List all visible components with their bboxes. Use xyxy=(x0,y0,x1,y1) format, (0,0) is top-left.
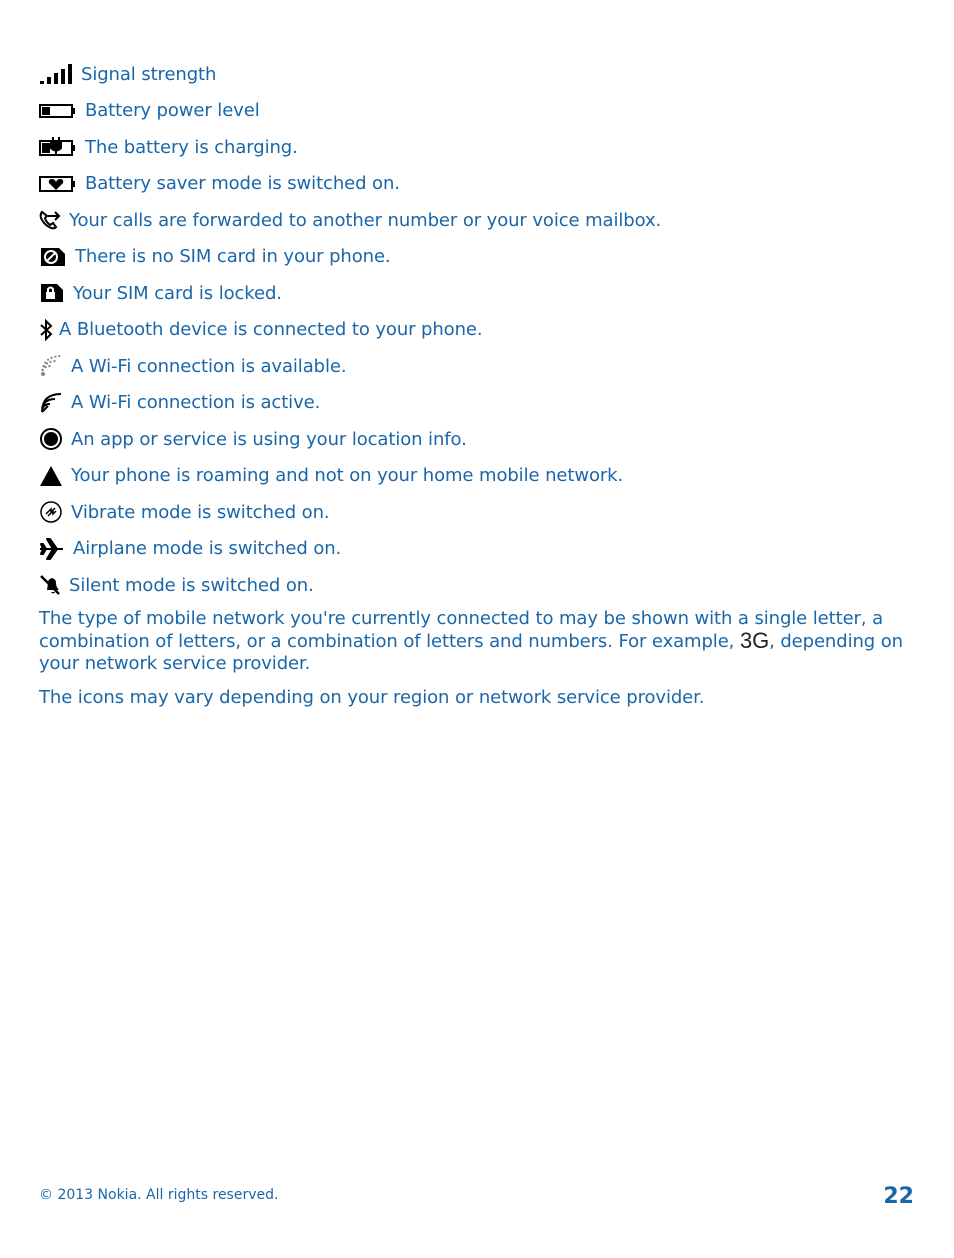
call-forward-icon xyxy=(39,210,61,230)
list-item xyxy=(39,385,919,422)
sim-locked-icon xyxy=(39,282,65,304)
list-item xyxy=(39,202,919,239)
list-item xyxy=(39,531,919,568)
item-text: Battery power level xyxy=(85,100,260,122)
battery-saver-icon xyxy=(39,175,77,193)
icons-vary-paragraph: The icons may vary depending on your region or network service provider. xyxy=(39,687,705,708)
paragraph-text-end: , depending on your network service provider. xyxy=(39,630,903,674)
paragraph-text-start: The type of mobile network you're currently connected to may be shown with a single letter, a combination of letters, or a combination of letters and numbers. For example, xyxy=(39,608,884,652)
list-item xyxy=(39,129,919,166)
bluetooth-icon xyxy=(39,318,53,342)
item-text: An app or service is using your location info. xyxy=(71,428,467,450)
airplane-icon xyxy=(39,537,65,561)
list-item xyxy=(39,166,919,203)
item-text: Airplane mode is switched on. xyxy=(73,538,342,560)
item-text: Your SIM card is locked. xyxy=(73,282,282,304)
item-text: A Wi-Fi connection is active. xyxy=(71,392,321,414)
item-text: Vibrate mode is switched on. xyxy=(71,501,330,523)
battery-level-icon xyxy=(39,103,77,119)
list-item xyxy=(39,348,919,385)
network-3g-icon: 3G xyxy=(739,627,770,653)
item-text: Your phone is roaming and not on your home mobile network. xyxy=(71,465,624,487)
status-icon-list xyxy=(39,56,919,604)
battery-charging-icon xyxy=(39,137,77,157)
copyright-footer: © 2013 Nokia. All rights reserved. xyxy=(39,1187,279,1203)
roaming-icon xyxy=(39,465,63,487)
list-item xyxy=(39,312,919,349)
location-icon xyxy=(39,427,63,451)
list-item xyxy=(39,494,919,531)
item-text: The battery is charging. xyxy=(85,136,298,158)
list-item xyxy=(39,275,919,312)
list-item xyxy=(39,56,919,93)
vibrate-icon xyxy=(39,500,63,524)
list-item xyxy=(39,458,919,495)
signal-strength-icon xyxy=(39,63,73,85)
item-text: There is no SIM card in your phone. xyxy=(75,246,391,268)
item-text: Signal strength xyxy=(81,63,217,85)
list-item xyxy=(39,93,919,130)
network-type-paragraph xyxy=(39,608,909,676)
item-text: Silent mode is switched on. xyxy=(69,574,314,596)
wifi-active-icon xyxy=(39,392,63,414)
list-item xyxy=(39,421,919,458)
list-item xyxy=(39,567,919,604)
no-sim-icon xyxy=(39,246,67,268)
item-text: Your calls are forwarded to another number or your voice mailbox. xyxy=(69,209,662,231)
page-number: 22 xyxy=(883,1184,914,1209)
silent-icon xyxy=(39,574,63,596)
item-text: A Wi-Fi connection is available. xyxy=(71,355,347,377)
item-text: A Bluetooth device is connected to your phone. xyxy=(59,319,483,341)
list-item xyxy=(39,239,919,276)
item-text: Battery saver mode is switched on. xyxy=(85,173,400,195)
wifi-available-icon xyxy=(39,355,63,377)
